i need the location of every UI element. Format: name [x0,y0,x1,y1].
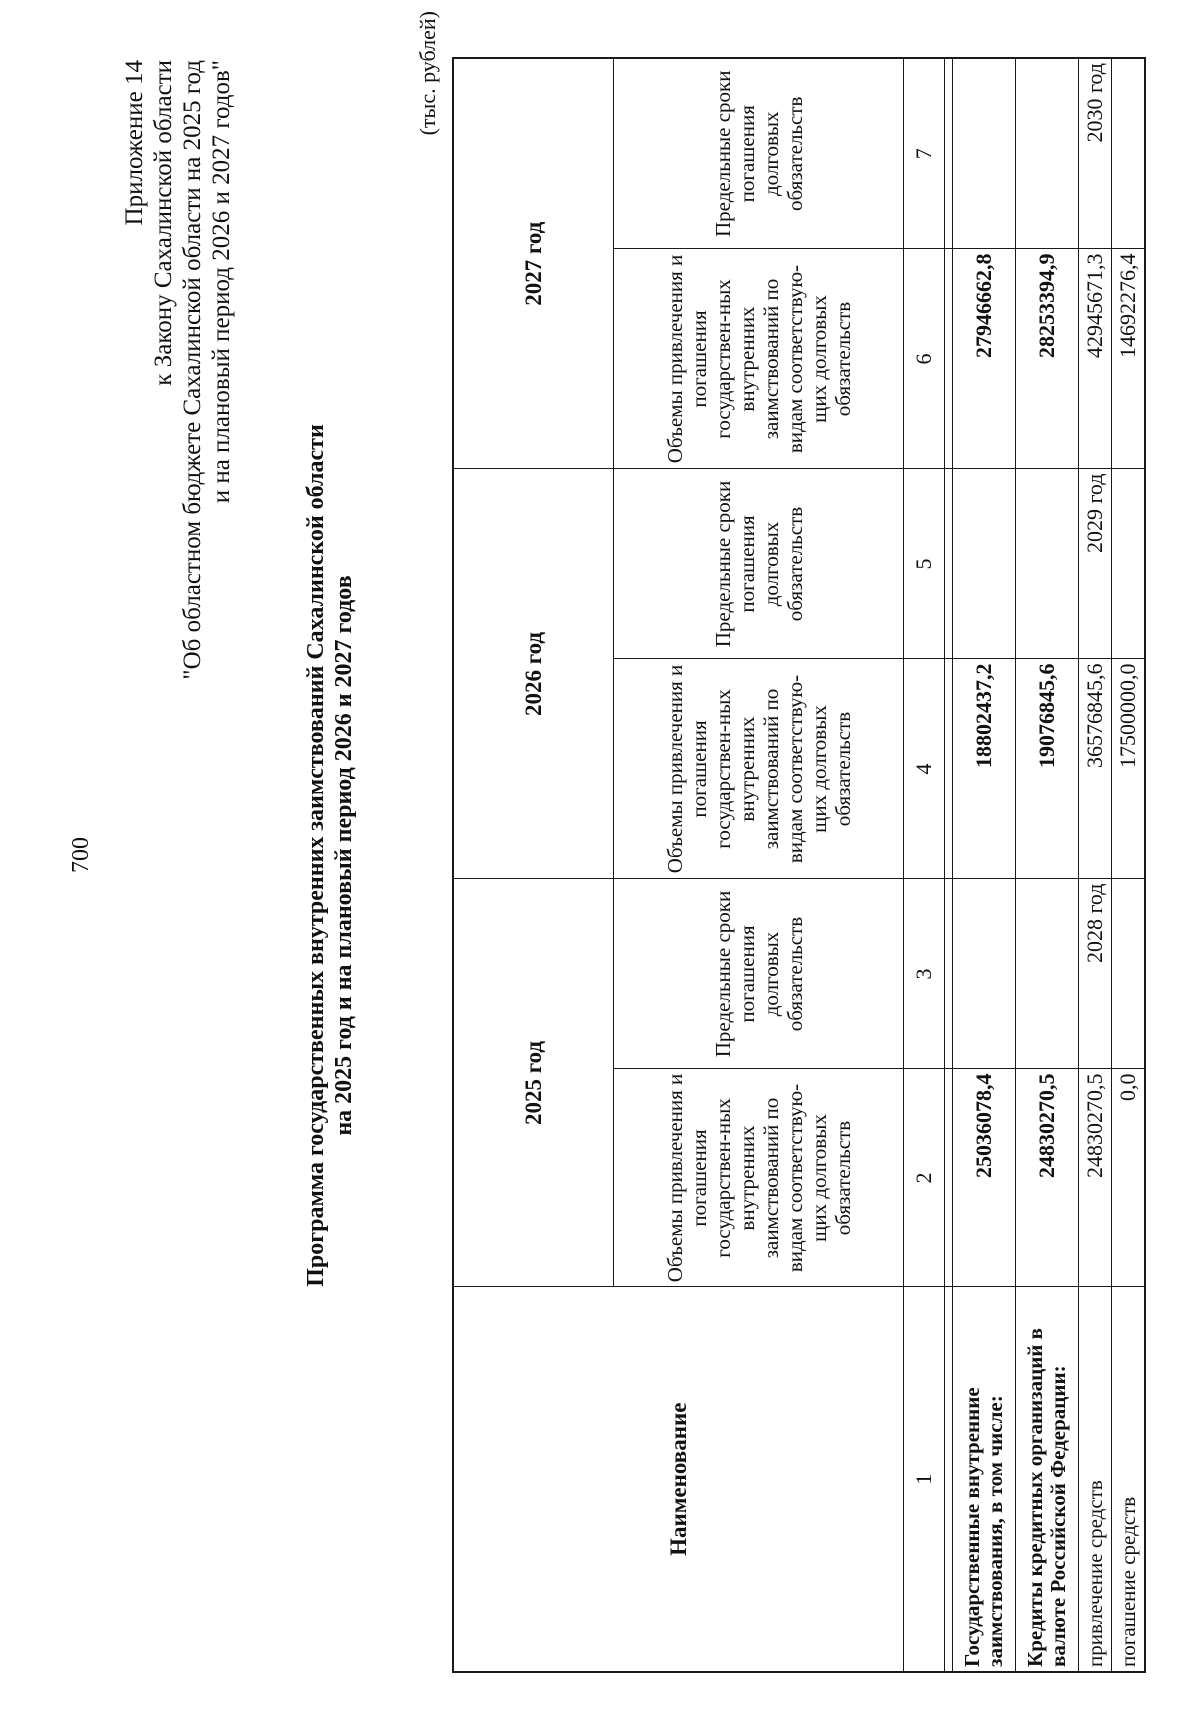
row-label: Государственные внутренние заимствования, в том числе: [953,1287,1016,1672]
term-cell [953,469,1016,659]
term-cell [1016,469,1079,659]
column-number: 3 [904,879,945,1069]
volume-cell: 0,0 [1112,1069,1146,1287]
year-header-2027: 2027 год [453,58,614,469]
term-cell: 2030 год [1079,58,1112,249]
name-header: Наименование [453,1287,904,1672]
year-header-2026: 2026 год [453,469,614,879]
column-number: 2 [904,1069,945,1287]
term-cell [953,58,1016,249]
volume-cell: 18802437,2 [953,659,1016,879]
row-label: Кредиты кредитных организаций в валюте Российской Федерации: [1016,1287,1079,1672]
column-number: 5 [904,469,945,659]
volume-cell: 24830270,5 [1079,1069,1112,1287]
volume-cell: 27946662,8 [953,249,1016,469]
unit-label: (тыс. рублей) [415,11,440,136]
term-header: Предельные сроки погашения долговых обязательств [614,879,904,1069]
volume-cell: 19076845,6 [1016,659,1079,879]
term-cell [1112,879,1146,1069]
table-row [953,58,1016,1672]
column-number: 1 [904,1287,945,1672]
appendix-line: к Закону Сахалинской области [150,60,177,386]
appendix-header [120,60,236,960]
term-header: Предельные сроки погашения долговых обязательств [614,58,904,249]
volume-cell: 24830270,5 [1016,1069,1079,1287]
volume-cell: 25036078,4 [953,1069,1016,1287]
year-header-2025: 2025 год [453,879,614,1287]
term-cell [1112,469,1146,659]
page-number: 700 [68,837,94,873]
row-label: погашение средств [1112,1287,1146,1672]
table-row [1079,58,1112,1672]
column-number-row [904,58,945,1672]
term-cell: 2029 год [1079,469,1112,659]
volume-header: Объемы привлечения и погашения государствен-ных внутренних заимствований по видам соответствую-щих долговых обязательств [614,1069,904,1287]
column-number: 7 [904,58,945,249]
appendix-line: Приложение 14 [121,60,148,226]
volume-cell: 42945671,3 [1079,249,1112,469]
borrowings-table [452,57,1146,1673]
volume-cell: 17500000,0 [1112,659,1146,879]
term-cell [953,879,1016,1069]
column-number: 6 [904,249,945,469]
appendix-line: и на плановый период 2026 и 2027 годов" [208,60,235,504]
volume-header: Объемы привлечения и погашения государствен-ных внутренних заимствований по видам соответствую-щих долговых обязательств [614,659,904,879]
title-line: на 2025 год и на плановый период 2026 и 2027 годов [331,575,357,1136]
term-header: Предельные сроки погашения долговых обязательств [614,469,904,659]
row-label: привлечение средств [1079,1287,1112,1672]
term-cell [1112,58,1146,249]
spacer-row [945,58,953,1672]
volume-cell: 36576845,6 [1079,659,1112,879]
table-row [1016,58,1079,1672]
title-line: Программа государственных внутренних заимствований Сахалинской области [303,424,329,1287]
appendix-line: "Об областном бюджете Сахалинской области на 2025 год [179,60,206,680]
table-row [1112,58,1146,1672]
term-cell: 2028 год [1079,879,1112,1069]
term-cell [1016,58,1079,249]
document-title [302,0,358,1711]
column-number: 4 [904,659,945,879]
volume-cell: 28253394,9 [1016,249,1079,469]
volume-cell: 14692276,4 [1112,249,1146,469]
term-cell [1016,879,1079,1069]
volume-header: Объемы привлечения и погашения государствен-ных внутренних заимствований по видам соответствую-щих долговых обязательств [614,249,904,469]
